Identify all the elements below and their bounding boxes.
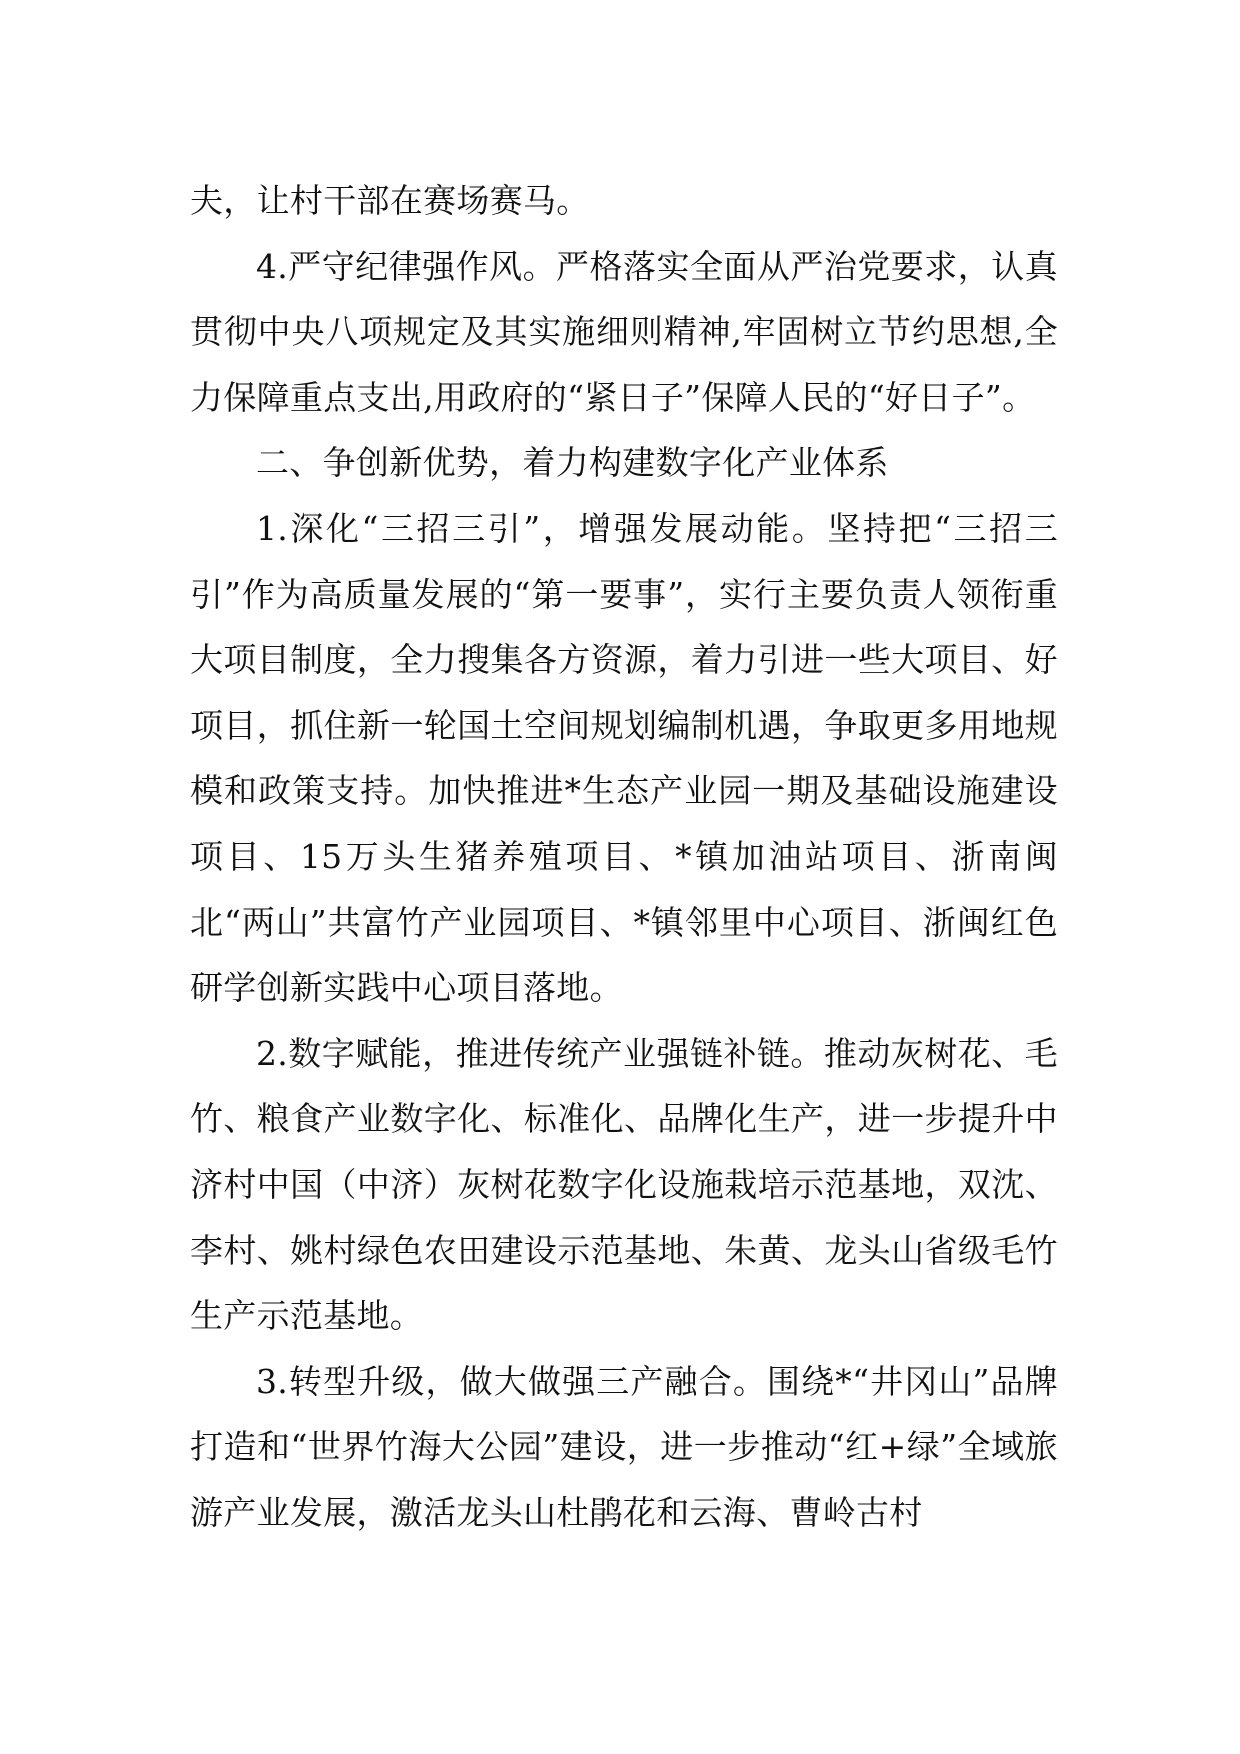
section-heading: 二、争创新优势，着力构建数字化产业体系 [256, 443, 889, 483]
paragraph-upgrade: 3.转型升级，做大做强三产融合。围绕*“井冈山”品牌打造和“世界竹海大公园”建设，进一步推动“红+绿”全域旅游产业发展，激活龙头山杜鹃花和云海、曹岭古村 [190, 1361, 1058, 1532]
document-body [190, 168, 1058, 1545]
paragraph-investment: 1.深化“三招三引”，增强发展动能。坚持把“三招三引”作为高质量发展的“第一要事”，实行主要负责人领衔重大项目制度，全力搜集各方资源，着力引进一些大项目、好项目，抓住新一轮国土空间规划编制机遇，争取更多用地规模和政策支持。加快推进*生态产业园一期及基础设施建设项目、15万头生猪养殖项目、*镇加油站项目、浙南闽北“两山”共富竹产业园项目、*镇邻里中心项目、浙闽红色研学创新实践中心项目落地。 [190, 508, 1058, 1008]
paragraph-digital: 2.数字赋能，推进传统产业强链补链。推动灰树花、毛竹、粮食产业数字化、标准化、品牌化生产，进一步提升中济村中国（中济）灰树花数字化设施栽培示范基地，双沈、李村、姚村绿色农田建设示范基地、朱黄、龙头山省级毛竹生产示范基地。 [190, 1033, 1058, 1336]
paragraph-continuation: 夫，让村干部在赛场赛马。 [190, 181, 590, 220]
paragraph-discipline: 4.严守纪律强作风。严格落实全面从严治党要求，认真贯彻中央八项规定及其实施细则精神,牢固树立节约思想,全力保障重点支出,用政府的“紧日子”保障人民的“好日子”。 [190, 246, 1058, 417]
